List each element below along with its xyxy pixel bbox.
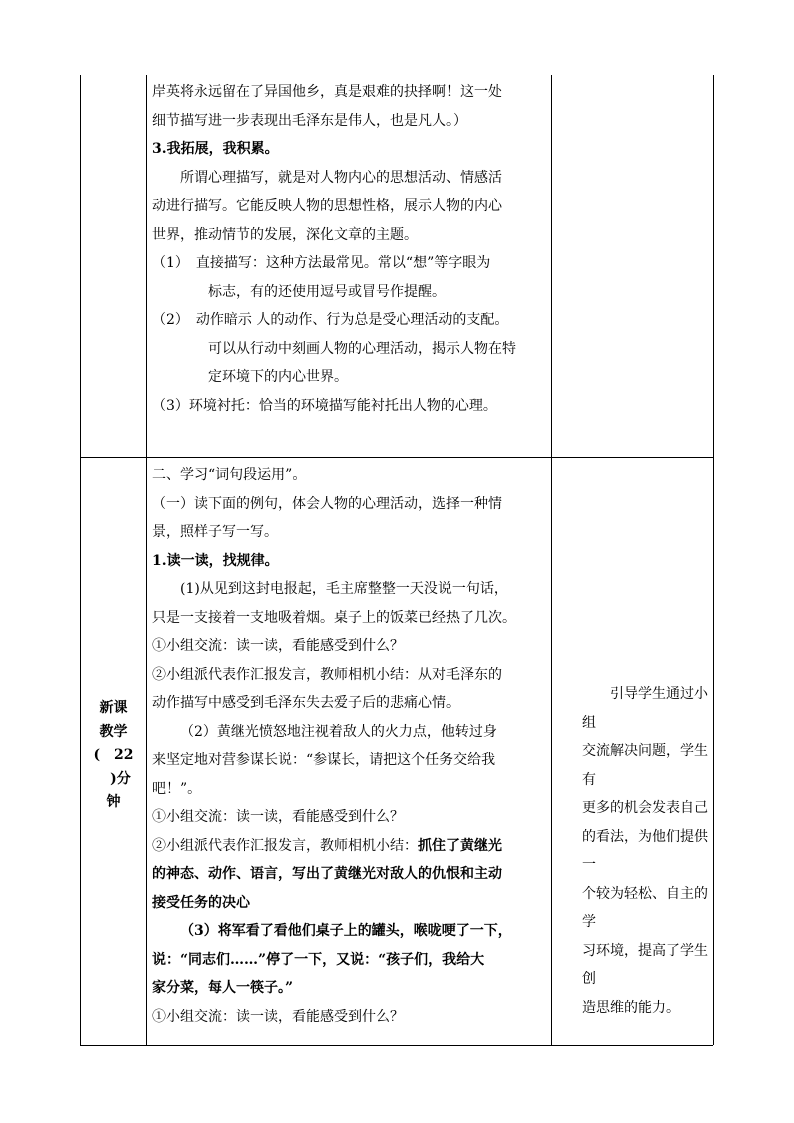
note-line: 交流解决问题，学生有 <box>582 743 708 788</box>
design-intent-note <box>582 680 710 1022</box>
answer-line: ②小组派代表作汇报发言，教师相机小结：从对毛泽东的 <box>152 666 502 683</box>
stage-label-line: )分 <box>96 770 131 787</box>
example-line: 只是一支接着一支地吸着烟。桌子上的饭菜已经热了几次。 <box>152 609 516 626</box>
question-line: ①小组交流：读一读，看能感受到什么？ <box>152 638 404 654</box>
list-item: （3）环境衬托：恰当的环境描写能衬托出人物的心理。 <box>152 397 497 414</box>
text-line: 动进行描写。它能反映人物的思想性格，展示人物的内心 <box>152 198 502 214</box>
example-bold-line: （3）将军看了看他们桌子上的罐头，喉咙哽了一下， <box>180 923 512 939</box>
answer-line: 动作描写中感受到毛泽东失去爱子后的悲痛心情。 <box>152 695 460 711</box>
table-column-divider-2 <box>551 75 552 1045</box>
text-line: 所谓心理描写，就是对人物内心的思想活动、情感活 <box>180 169 502 186</box>
table-bottom-border <box>80 1045 713 1046</box>
text-line: 岸英将永远留在了异国他乡，真是艰难的抉择啊！这一处 <box>152 84 502 100</box>
answer-line <box>152 832 548 861</box>
section-heading: 3.我拓展，我积累。 <box>152 141 279 157</box>
example-line: 吧！”。 <box>152 780 202 797</box>
section-title: 二、学习“词句段运用”。 <box>152 467 307 483</box>
list-item-continued: 可以从行动中刻画人物的心理活动，揭示人物在特 <box>208 340 516 357</box>
example-line: （2）黄继光愤怒地注视着敌人的火力点，他转过身 <box>180 723 497 740</box>
subsection-heading: 1.读一读，找规律。 <box>152 552 279 569</box>
text-line: 细节描写进一步表现出毛泽东是伟人，也是凡人。） <box>152 112 467 129</box>
lower-content-cell <box>152 461 548 1031</box>
list-item-continued: 定环境下的内心世界。 <box>208 369 348 385</box>
upper-content-cell <box>152 78 548 420</box>
note-line: 习环境，提高了学生创 <box>582 942 708 987</box>
note-line: 更多的机会发表自己 <box>582 800 708 816</box>
text-line: （一）读下面的例句，体会人物的心理活动，选择一种情 <box>152 495 502 512</box>
table-right-border <box>713 75 714 1045</box>
answer-plain: ②小组派代表作汇报发言，教师相机小结： <box>152 837 418 854</box>
answer-bold-line: 接受任务的决心 <box>152 894 250 911</box>
stage-label-line: 钟 <box>106 794 121 810</box>
stage-label-line: 新课 <box>99 700 128 716</box>
stage-label-line: ( 22 <box>93 747 134 763</box>
list-item-continued: 标志，有的还使用逗号或冒号作提醒。 <box>208 283 446 300</box>
note-line: 造思维的能力。 <box>582 999 680 1016</box>
note-line: 的看法，为他们提供一 <box>582 828 708 873</box>
example-line: 来坚定地对营参谋长说：“参谋长，请把这个任务交给我 <box>152 752 496 768</box>
stage-label <box>82 697 145 815</box>
question-line: ①小组交流：读一读，看能感受到什么？ <box>152 809 404 825</box>
note-line: 个较为轻松、自主的学 <box>582 885 708 930</box>
text-line: 景，照样子写一写。 <box>152 524 278 540</box>
table-row-divider <box>80 457 713 458</box>
example-bold-line: 家分菜，每人一筷子。” <box>152 980 294 996</box>
stage-label-line: 教学 <box>99 723 128 740</box>
list-item: （1） 直接描写：这种方法最常见。常以“想”等字眼为 <box>152 255 491 271</box>
example-bold-line: 说：“同志们……”停了一下，又说：“孩子们，我给大 <box>152 951 485 968</box>
list-item: （2） 动作暗示 人的动作、行为总是受心理活动的支配。 <box>152 312 509 328</box>
answer-bold-line: 的神态、动作、语言，写出了黄继光对敌人的仇恨和主动 <box>152 866 502 882</box>
table-left-border <box>80 75 81 1045</box>
answer-bold: 抓住了黄继光 <box>418 837 502 854</box>
example-line: (1)从见到这封电报起，毛主席整整一天没说一句话， <box>180 581 508 597</box>
note-line: 引导学生通过小组 <box>582 686 708 731</box>
text-line: 世界，推动情节的发展，深化文章的主题。 <box>152 226 418 243</box>
table-column-divider-1 <box>146 75 147 1045</box>
question-line: ①小组交流：读一读，看能感受到什么？ <box>152 1008 404 1025</box>
